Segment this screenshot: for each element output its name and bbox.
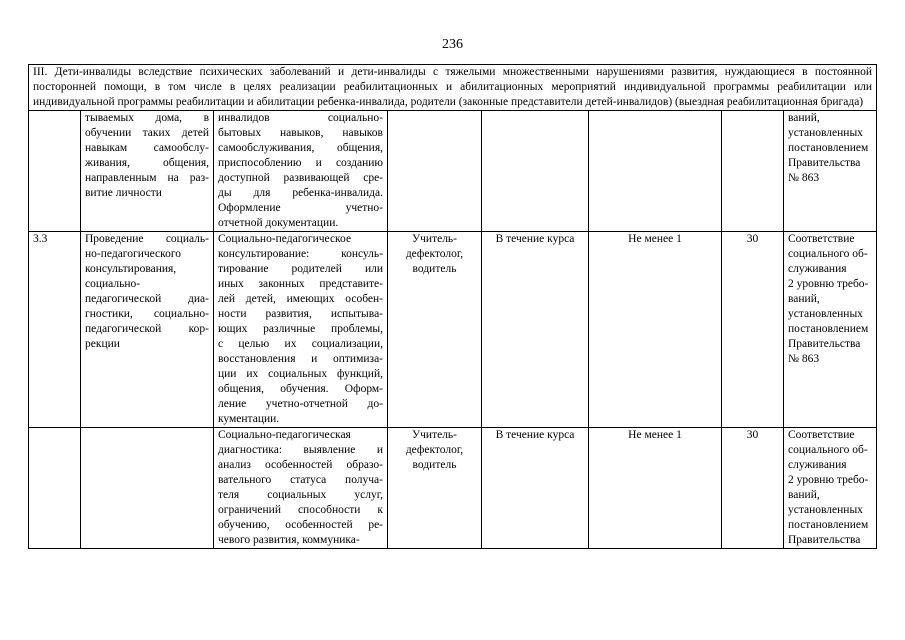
service-content-cell-line: чевого развития, коммуника- [218, 534, 360, 546]
service-name-cell [81, 232, 214, 428]
service-content-cell-line: ющих различные проблемы, [218, 323, 383, 335]
service-name-cell [81, 111, 214, 232]
specialist-cell [388, 232, 482, 428]
service-content-cell-line: Оформление учетно- [218, 202, 383, 214]
standard-cell-line: постановлением [788, 323, 869, 335]
service-name-cell-line: тываемых дома, в [85, 112, 209, 124]
service-name-cell-line: обучении таких детей [85, 127, 209, 139]
specialist-cell-line: водитель [412, 263, 457, 275]
count-cell: Не менее 1 [589, 232, 722, 428]
service-content-cell-line: ды для ребенка-инвалида. [218, 187, 383, 199]
standard-cell [784, 428, 877, 549]
service-name-cell-line: педагогической диа- [85, 293, 209, 305]
table-row [29, 232, 877, 428]
service-content-cell [214, 111, 388, 232]
service-content-cell-line: бытовых навыков, навыков [218, 127, 383, 139]
service-name-cell-line: Проведение социаль- [85, 233, 209, 245]
service-content-cell-line: консультирование: консуль- [218, 248, 383, 260]
section-header-row [29, 65, 877, 111]
standard-cell-line: ваний, [788, 112, 820, 124]
service-name-cell-line: консультирования, [85, 263, 177, 275]
service-content-cell-line: отчетной документации. [218, 217, 339, 229]
service-content-cell-line: ограничений способности к [218, 504, 383, 516]
service-name-cell-line: направленным на раз- [85, 172, 209, 184]
standard-cell-line: установленных [788, 308, 863, 320]
standard-cell-line: 2 уровню требо- [788, 474, 869, 486]
specialist-cell-line: Учитель- [411, 233, 458, 245]
standard-cell-line: Правительства [788, 534, 861, 546]
service-content-cell-line: лей детей, имеющих особен- [218, 293, 383, 305]
standard-cell-line: служивания [788, 263, 847, 275]
standard-cell-line: социального об- [788, 444, 868, 456]
standard-cell-line: служивания [788, 459, 847, 471]
service-name-cell-line: социально- [85, 278, 141, 290]
service-content-cell-line: иных законных представите- [218, 278, 383, 290]
service-name-cell [81, 428, 214, 549]
standard-cell-line: Соответствие [788, 429, 855, 441]
count-cell [589, 111, 722, 232]
service-content-cell-line: инвалидов социально- [218, 112, 383, 124]
row-number: 3.3 [29, 232, 81, 428]
specialist-cell [388, 428, 482, 549]
service-content-cell-line: анализ особенностей образо- [218, 459, 383, 471]
service-name-cell-line: рекции [85, 338, 120, 350]
standard-cell-line: № 863 [788, 172, 820, 184]
service-name-cell-line: гностики, социально- [85, 308, 209, 320]
standard-cell [784, 111, 877, 232]
count-cell: Не менее 1 [589, 428, 722, 549]
standard-cell-line: постановлением [788, 142, 869, 154]
service-content-cell-line: приспособлению и созданию [218, 157, 383, 169]
service-content-cell-line: самообслуживания, общения, [218, 142, 383, 154]
table-row [29, 111, 877, 232]
page-number: 236 [442, 37, 463, 52]
service-content-cell-line: Социально-педагогическая [218, 429, 351, 441]
service-content-cell-line: диагностика: выявление и [218, 444, 383, 456]
service-content-cell-line: восстановления и оптимиза- [218, 353, 383, 365]
service-content-cell-line: общения, обучения. Оформ- [218, 383, 383, 395]
standard-cell-line: социального об- [788, 248, 868, 260]
period-cell: В течение курса [482, 428, 589, 549]
service-name-cell-line: живания, общения, [85, 157, 209, 169]
standard-cell-line: № 863 [788, 353, 820, 365]
specialist-cell-line: дефектолог, [405, 444, 464, 456]
service-content-cell-line: кументации. [218, 413, 280, 425]
duration-cell [722, 111, 784, 232]
standard-cell [784, 232, 877, 428]
service-content-cell-line: обучению, особенностей ре- [218, 519, 383, 531]
standard-cell-line: ваний, [788, 293, 820, 305]
service-name-cell-line: педагогической кор- [85, 323, 209, 335]
service-content-cell [214, 428, 388, 549]
service-content-cell-line: тирование родителей или [218, 263, 383, 275]
service-content-cell-line: ции их социальных функций, [218, 368, 383, 380]
period-cell [482, 111, 589, 232]
service-name-cell-line: витие личности [85, 187, 162, 199]
section-header: III. Дети-инвалиды вследствие психических заболеваний и дети-инвалиды с тяжелыми множественными нарушениями развития, нуждающиеся в постоянной посторонней помощи, в том числе в целях реализации реабилитационных и абилитационных мероприятий индивидуальной программы реабилитации или индивидуальной программы реабилитации и абилитации ребенка-инвалида, родители (законные представители детей-инвалидов) (выездная реабилитационная бригада) [29, 65, 877, 111]
service-content-cell-line: с целью их социализации, [218, 338, 383, 350]
service-content-cell-line: ности развития, испытыва- [218, 308, 383, 320]
table-row [29, 428, 877, 549]
specialist-cell-line: водитель [412, 459, 457, 471]
service-name-cell-line: но-педагогического [85, 248, 182, 260]
duration-cell: 30 [722, 232, 784, 428]
rehabilitation-table [28, 64, 877, 549]
standard-cell-line: ваний, [788, 489, 820, 501]
standard-cell-line: Соответствие [788, 233, 855, 245]
service-content-cell-line: ление учетно-отчетной до- [218, 398, 383, 410]
row-number [29, 428, 81, 549]
standard-cell-line: 2 уровню требо- [788, 278, 869, 290]
standard-cell-line: постановлением [788, 519, 869, 531]
standard-cell-line: Правительства [788, 157, 861, 169]
period-cell: В течение курса [482, 232, 589, 428]
row-number [29, 111, 81, 232]
standard-cell-line: установленных [788, 504, 863, 516]
standard-cell-line: Правительства [788, 338, 861, 350]
specialist-cell-line: дефектолог, [405, 248, 464, 260]
service-name-cell-line: навыкам самообслу- [85, 142, 209, 154]
service-content-cell-line: доступной развивающей сре- [218, 172, 383, 184]
standard-cell-line: установленных [788, 127, 863, 139]
duration-cell: 30 [722, 428, 784, 549]
service-content-cell-line: Социально-педагогическое [218, 233, 352, 245]
specialist-cell [388, 111, 482, 232]
specialist-cell-line: Учитель- [411, 429, 458, 441]
service-content-cell-line: вательного статуса получа- [218, 474, 383, 486]
service-content-cell-line: теля социальных услуг, [218, 489, 383, 501]
service-content-cell [214, 232, 388, 428]
